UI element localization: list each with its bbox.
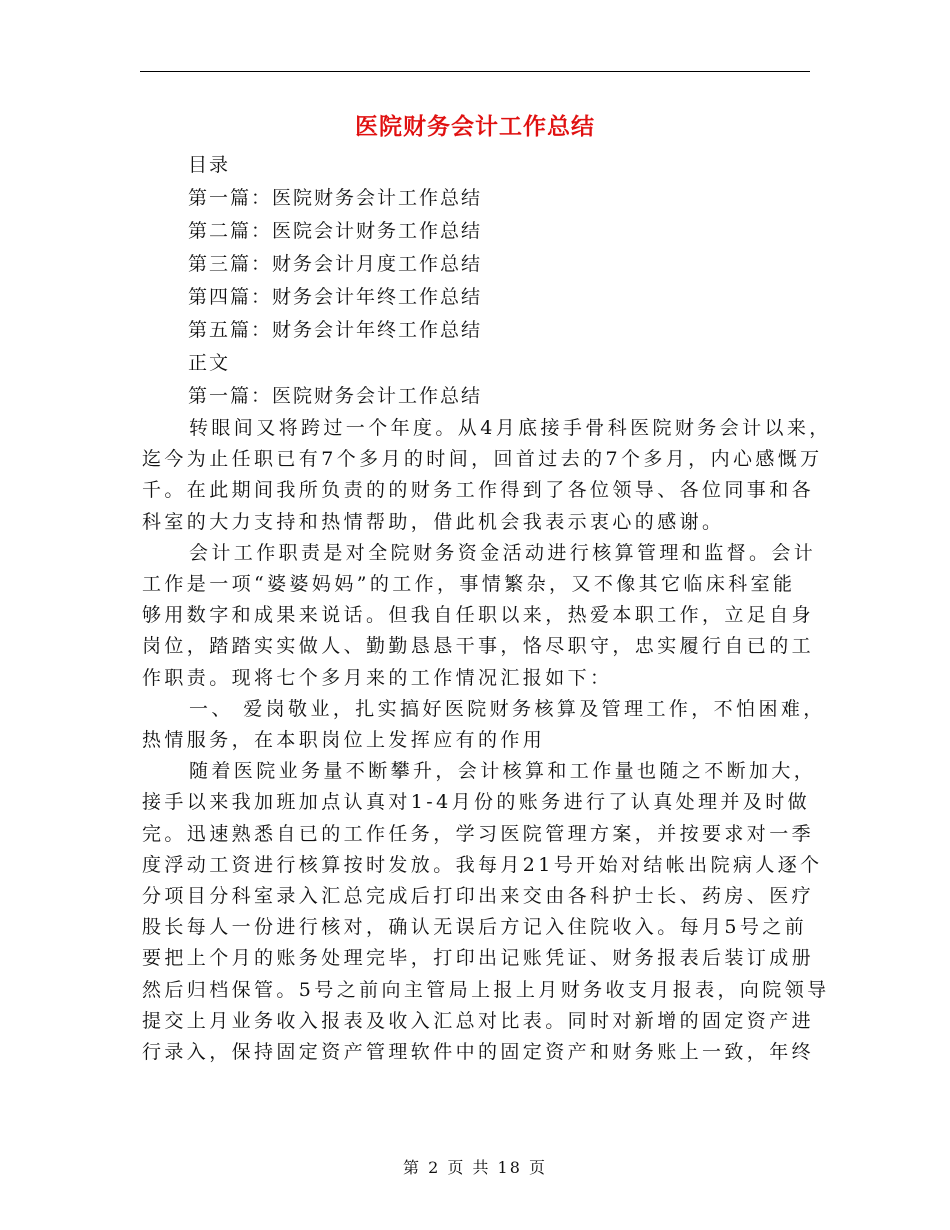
table-of-contents: [188, 149, 788, 413]
header-rule: [140, 71, 810, 72]
text-line: 科室的大力支持和热情帮助，借此机会我表示衷心的感谢。: [142, 510, 725, 533]
text-line: 千。在此期间我所负责的的财务工作得到了各位领导、各位同事和各: [142, 479, 815, 502]
toc-item: 第四篇：财务会计年终工作总结: [188, 286, 483, 308]
text-line: 随着医院业务量不断攀升，会计核算和工作量也随之不断加大，: [189, 760, 817, 783]
text-line: 够用数字和成果来说话。但我自任职以来，热爱本职工作，立足自身: [142, 604, 815, 627]
paragraph: [142, 694, 826, 756]
text-line: 会计工作职责是对全院财务资金活动进行核算管理和监督。会计: [189, 541, 817, 564]
text-line: 股长每人一份进行核对，确认无误后方记入住院收入。每月5号之前: [142, 916, 808, 939]
text-line: 然后归档保管。5号之前向主管局上报上月财务收支月报表，向院领导: [142, 978, 830, 1001]
text-line: 一、 爱岗敬业，扎实搞好医院财务核算及管理工作，不怕困难，: [189, 697, 826, 720]
text-line: 度浮动工资进行核算按时发放。我每月21号开始对结帐出院病人逐个: [142, 853, 823, 876]
toc-item: 第二篇：医院会计财务工作总结: [188, 220, 483, 242]
paragraph: [142, 756, 830, 1068]
body-heading: 正文: [188, 352, 231, 374]
text-line: 迄今为止任职已有7个多月的时间，回首过去的7个多月，内心感慨万: [142, 448, 823, 471]
text-line: 作职责。现将七个多月来的工作情况汇报如下：: [142, 666, 613, 689]
section-heading: 第一篇：医院财务会计工作总结: [188, 385, 483, 407]
text-line: 要把上个月的账务处理完毕，打印出记账凭证、财务报表后装订成册: [142, 947, 815, 970]
text-line: 岗位，踏踏实实做人、勤勤恳恳干事，恪尽职守，忠实履行自已的工: [142, 635, 815, 658]
text-line: 工作是一项“婆婆妈妈”的工作，事情繁杂，又不像其它临床科室能: [142, 573, 796, 596]
paragraph: [142, 413, 832, 538]
toc-item: 第三篇：财务会计月度工作总结: [188, 253, 483, 275]
document-body: [142, 413, 832, 1068]
toc-item: 第一篇：医院财务会计工作总结: [188, 187, 483, 209]
page-footer: 第 2 页 共 18 页: [403, 1158, 547, 1177]
paragraph: [142, 538, 817, 694]
toc-item: 第五篇：财务会计年终工作总结: [188, 319, 483, 341]
toc-heading: 目录: [188, 154, 231, 176]
text-line: 提交上月业务收入报表及收入汇总对比表。同时对新增的固定资产进: [142, 1009, 815, 1032]
text-line: 热情服务，在本职岗位上发挥应有的作用: [142, 729, 546, 752]
text-line: 完。迅速熟悉自已的工作任务，学习医院管理方案，并按要求对一季: [142, 822, 815, 845]
text-line: 行录入，保持固定资产管理软件中的固定资产和财务账上一致，年终: [142, 1041, 815, 1064]
text-line: 分项目分科室录入汇总完成后打印出来交由各科护士长、药房、医疗: [142, 885, 815, 908]
text-line: 转眼间又将跨过一个年度。从4月底接手骨科医院财务会计以来，: [189, 417, 832, 439]
text-line: 接手以来我加班加点认真对1-4月份的账务进行了认真处理并及时做: [142, 791, 810, 814]
document-title: 医院财务会计工作总结: [355, 113, 595, 140]
